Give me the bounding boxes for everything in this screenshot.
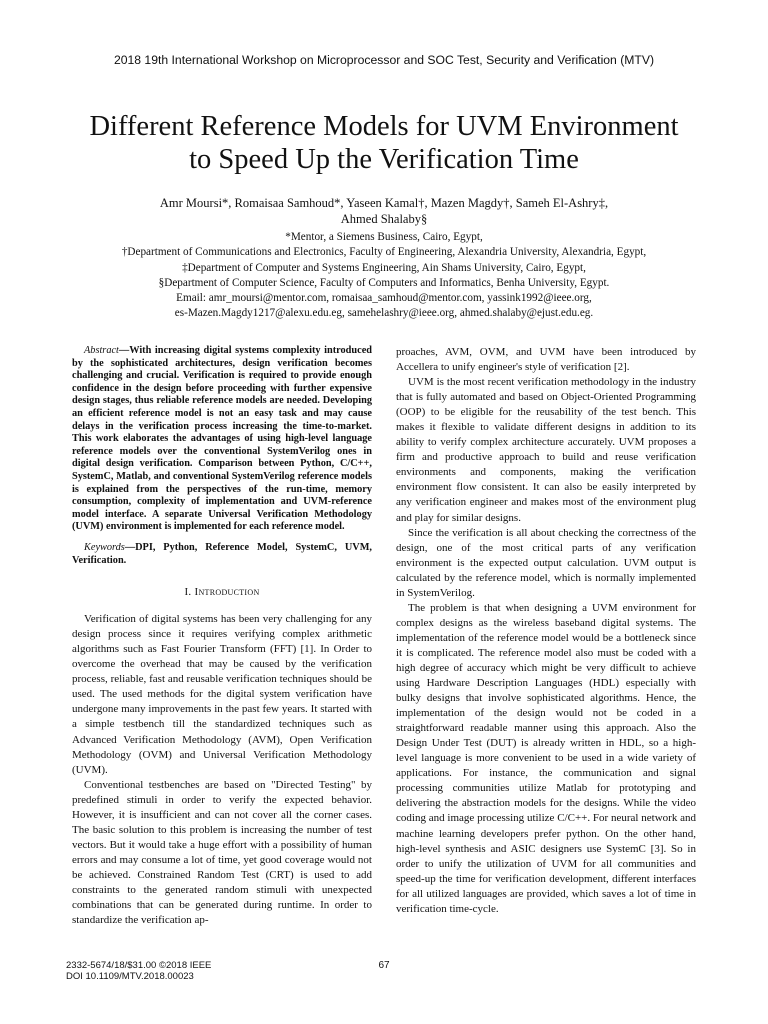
page-number: 67 xyxy=(378,960,390,971)
section-number: I. xyxy=(184,586,192,599)
keywords: Keywords—DPI, Python, Reference Model, SystemC, UVM, Verification. xyxy=(72,541,372,566)
abstract-text: With increasing digital systems complexity introduced by the sophisticated architectures, design verification becomes challenging and crucial. Verification is required to provide enough confidence in the design before proceeding with further expensive design stages, thus reliable reference models are needed. Developing an efficient reference model is not an easy task and may cause delays in the verification process increasing the time-to-market. This work elaborates the advantages of using high-level language reference models over the conventional SystemVerilog ones in digital design verification. Comparison between Python, C/C++, SystemC, Matlab, and conventional SystemVerilog reference models is explained from the perspectives of the run-time, memory consumption, complexity of implementation and UVM-reference model interface. A separate Universal Verification Methodology (UVM) environment is implemented for each reference model. xyxy=(72,345,372,533)
author-list xyxy=(40,195,728,227)
affiliation-4: §Department of Computer Science, Faculty of Computers and Informatics, Benha University, Egypt. xyxy=(158,276,610,289)
abstract-label: Abstract xyxy=(84,345,119,356)
paragraph: Verification of digital systems has been very challenging for any design process since it requires verifying complex arithmetic algorithms such as Fast Fourier Transform (FFT) [1]. In Order to overcome the overhead that may be caused by the verification process, reliable, fast and reusable verification techniques should be used. The used methods for the digital system verification have undergone many improvements in the past few years. It started with a simple testbench till the standardized techniques such as Advanced Verification Methodology (AVM), Open Verification Methodology (OVM) and Universal Verification Methodology (UVM). xyxy=(72,613,372,776)
paragraph: Conventional testbenches are based on "Directed Testing" by predefined stimuli in order to verify the expected behavior. However, it is insufficient and can not cover all the corner cases. The basic solution to this problem is increasing the number of test vectors. But it would take a huge effort with a possibility of human errors and may consume a lot of time, yet good coverage would not be achieved. Constrained Random Test (CRT) is used to add constraints to the generated random stimuli with unexpected combinations that can be generated during runtime. In order to standardize the verification ap- xyxy=(72,778,372,927)
authors-line-1: Amr Moursi*, Romaisaa Samhoud*, Yaseen Kamal†, Mazen Magdy†, Sameh El-Ashry‡, xyxy=(159,196,609,210)
affiliation-1: *Mentor, a Siemens Business, Cairo, Egypt, xyxy=(285,231,483,243)
affiliation-3: ‡Department of Computer and Systems Engineering, Ain Shams University, Cairo, Egypt, xyxy=(182,261,586,274)
section-heading-introduction xyxy=(72,585,372,600)
email-line-1: Email: amr_moursi@mentor.com, romaisaa_samhoud@mentor.com, yassink1992@ieee.org, xyxy=(176,292,592,305)
paper-title xyxy=(40,110,728,176)
left-column xyxy=(72,345,372,928)
authors-line-2: Ahmed Shalaby§ xyxy=(340,212,428,226)
paragraph: Since the verification is all about checking the correctness of the design, one of the most critical parts of any verification environment is the expected output calculation. UVM output is calculated by the reference model, which is normally implemented in SystemVerilog. xyxy=(396,526,696,599)
issn-line: 2332-5674/18/$31.00 ©2018 IEEE xyxy=(66,960,212,971)
conference-header: 2018 19th International Workshop on Microprocessor and SOC Test, Security and Verification (MTV) xyxy=(113,53,655,67)
paragraph: The problem is that when designing a UVM environment for complex designs as the wireless baseband digital systems. The implementation of the reference model would be a bottleneck since it is complicated. The reference model also must be coded with a high degree of accuracy which might be very difficult to achieve using Hardware Description Languages (HDL) especially with bulky designs that involve sophisticated algorithms. Hence, the implementation of the design would not be coded in a straightforward readable manner using this approach. Also the Design Under Test (DUT) is already written in HDL, so a high-level language is more convenient to be used in a wide variety of applications. For instance, the communication and signal processing communities utilize Matlab for prototyping and delivering the abstraction models for the designs. While the video coding and image processing utilize C/C++. For neural network and machine learning developers prefer python. On the other hand, high-level synthesis and ASIC designers use SystemC [3]. So in order to unify the utilization of UVM for all communities and speed-up the time for verification development, different interfaces for all utilized languages are provided, which saves a lot of time in verification time-cycle. xyxy=(396,601,696,915)
right-column xyxy=(396,345,696,917)
email-line-2: es-Mazen.Magdy1217@alexu.edu.eg, samehelashry@ieee.org, ahmed.shalaby@ejust.edu.eg. xyxy=(174,307,594,320)
keywords-label: Keywords xyxy=(84,541,125,553)
keywords-text: DPI, Python, Reference Model, SystemC, UVM, Verification. xyxy=(72,541,372,566)
title-line-1: Different Reference Models for UVM Environment xyxy=(89,111,679,142)
title-line-2: to Speed Up the Verification Time xyxy=(189,144,579,175)
section-title: Introduction xyxy=(194,586,260,599)
doi-line: DOI 10.1109/MTV.2018.00023 xyxy=(66,971,194,982)
paragraph: UVM is the most recent verification methodology in the industry that is fully automated and based on Object-Oriented Programming (OOP) to be eligible for the reusability of the test bench. This makes it flexible to validate different designs in addition to its ability to verify complex architecture accurately. UVM proposes a firm and productive approach to build and reuse verification environments and components, making the verification environment flow consistent. It can also be easily interpreted by any verification engineer and makes most of the environment plug and play for similar designs. xyxy=(396,376,696,524)
affiliations xyxy=(40,230,728,322)
abstract: Abstract—With increasing digital systems complexity introduced by the sophisticated architectures, design verification becomes challenging and crucial. Verification is required to provide enough confidence in the design before proceeding with further expensive design stages, thus reliable reference models are needed. Developing an efficient reference model is not an easy task and may cause delays in the verification process increasing the time-to-market. This work elaborates the advantages of using high-level language reference models over the conventional SystemVerilog ones in digital design verification. Comparison between Python, C/C++, SystemC, Matlab, and conventional SystemVerilog reference models is explained from the perspectives of the run-time, memory consumption, complexity of implementation and UVM-reference model interface. A separate Universal Verification Methodology (UVM) environment is implemented for each reference model. xyxy=(72,345,372,533)
affiliation-2: †Department of Communications and Electronics, Faculty of Engineering, Alexandria University, Alexandria, Egypt, xyxy=(121,246,647,259)
paragraph: proaches, AVM, OVM, and UVM have been introduced by Accellera to unify engineer's style of verification [2]. xyxy=(396,346,696,374)
